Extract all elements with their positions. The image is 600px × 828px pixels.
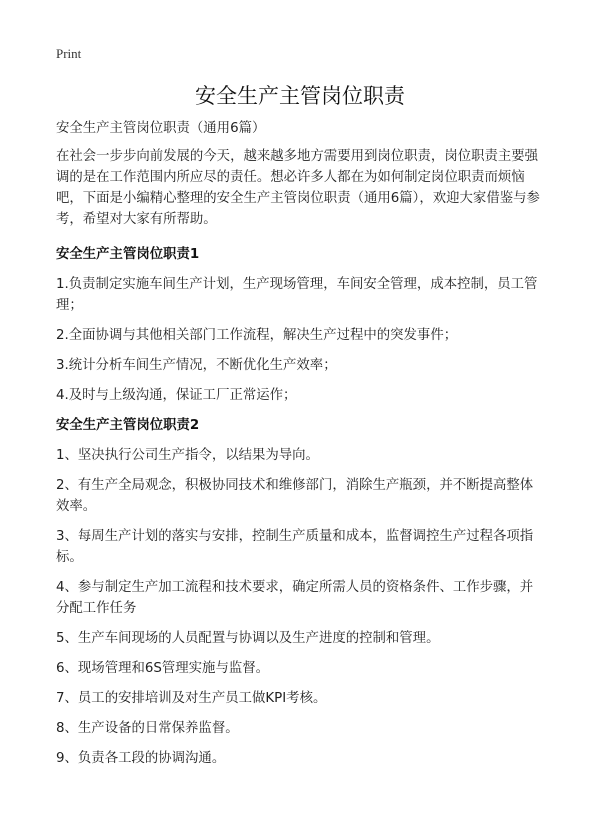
- list-item: 2.全面协调与其他相关部门工作流程，解决生产过程中的突发事件；: [56, 328, 458, 343]
- print-link[interactable]: Print: [56, 46, 82, 61]
- list-item: 1、坚决执行公司生产指令，以结果为导向。: [56, 448, 319, 463]
- list-item: 8、生产设备的日常保养监督。: [56, 721, 239, 736]
- list-item: 9、负责各工段的协调沟通。: [56, 751, 226, 766]
- section-heading: 安全生产主管岗位职责1: [56, 247, 200, 262]
- list-item: 4.及时与上级沟通，保证工厂正常运作；: [56, 388, 297, 403]
- list-item: 2、有生产全局观念，积极协同技术和维修部门，消除生产瓶颈，并不断提高整体效率。: [56, 478, 534, 514]
- list-item: 6、现场管理和6S管理实施与监督。: [56, 661, 270, 676]
- document-subtitle: 安全生产主管岗位职责（通用6篇）: [56, 121, 266, 136]
- intro-paragraph: 在社会一步步向前发展的今天，越来越多地方需要用到岗位职责，岗位职责主要强调的是在工作范围内所应尽的责任。想必许多人都在为如何制定岗位职责而烦恼吧，下面是小编精心整理的安全生产主管岗位职责（通用6篇），欢迎大家借鉴与参考，希望对大家有所帮助。: [56, 149, 540, 227]
- list-item: 7、员工的安排培训及对生产员工做KPI考核。: [56, 691, 327, 706]
- list-item: 5、生产车间现场的人员配置与协调以及生产进度的控制和管理。: [56, 631, 440, 646]
- document-body: [56, 118, 546, 778]
- list-item: 1.负责制定实施车间生产计划，生产现场管理，车间安全管理，成本控制，员工管理；: [56, 277, 538, 313]
- section-heading: 安全生产主管岗位职责2: [56, 418, 200, 433]
- list-item: 3、每周生产计划的落实与安排，控制生产质量和成本，监督调控生产过程各项指标。: [56, 529, 534, 565]
- document-title: 安全生产主管岗位职责: [195, 84, 405, 108]
- list-item: 3.统计分析车间生产情况，不断优化生产效率；: [56, 358, 337, 373]
- list-item: 4、参与制定生产加工流程和技术要求，确定所需人员的资格条件、工作步骤，并分配工作任务: [56, 580, 534, 616]
